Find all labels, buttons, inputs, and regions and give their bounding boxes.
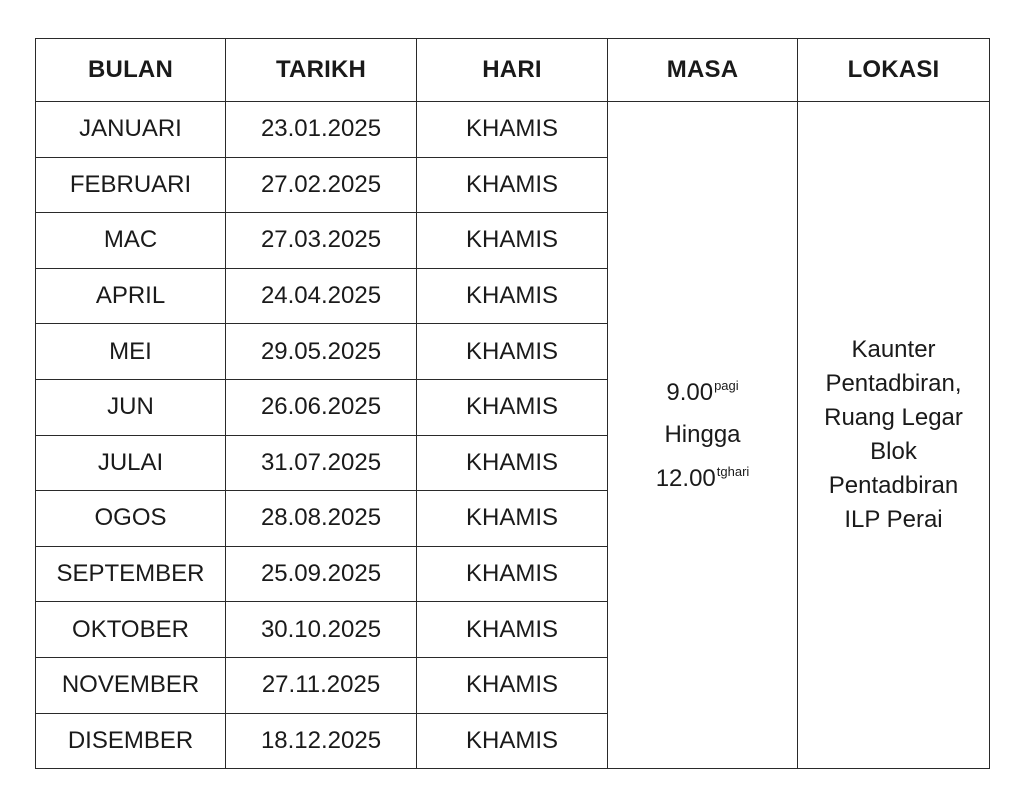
lokasi-line: Pentadbiran xyxy=(828,472,959,500)
cell-hari: KHAMIS xyxy=(417,602,608,658)
cell-hari: KHAMIS xyxy=(417,324,608,380)
cell-tarikh: 24.04.2025 xyxy=(226,268,417,324)
cell-bulan: NOVEMBER xyxy=(36,657,226,713)
cell-hari: KHAMIS xyxy=(417,435,608,491)
masa-start-time: 9.00 xyxy=(666,379,714,407)
cell-tarikh: 30.10.2025 xyxy=(226,602,417,658)
cell-tarikh: 28.08.2025 xyxy=(226,491,417,547)
masa-end-suffix: tghari xyxy=(716,464,750,480)
cell-bulan: FEBRUARI xyxy=(36,157,226,213)
cell-bulan: JULAI xyxy=(36,435,226,491)
cell-tarikh: 29.05.2025 xyxy=(226,324,417,380)
schedule-table xyxy=(35,38,990,769)
cell-hari: KHAMIS xyxy=(417,379,608,435)
cell-bulan: JUN xyxy=(36,379,226,435)
table-row xyxy=(36,102,990,158)
masa-start-suffix: pagi xyxy=(714,378,739,394)
cell-bulan: OKTOBER xyxy=(36,602,226,658)
lokasi-line: ILP Perai xyxy=(844,506,943,534)
masa-cell xyxy=(608,102,798,769)
cell-tarikh: 25.09.2025 xyxy=(226,546,417,602)
masa-end xyxy=(608,465,797,491)
cell-bulan: MAC xyxy=(36,213,226,269)
cell-tarikh: 23.01.2025 xyxy=(226,102,417,158)
cell-tarikh: 18.12.2025 xyxy=(226,713,417,769)
header-lokasi: LOKASI xyxy=(798,39,990,102)
header-bulan: BULAN xyxy=(36,39,226,102)
cell-tarikh: 26.06.2025 xyxy=(226,379,417,435)
lokasi-line: Blok xyxy=(870,438,917,466)
cell-tarikh: 27.03.2025 xyxy=(226,213,417,269)
header-tarikh: TARIKH xyxy=(226,39,417,102)
cell-hari: KHAMIS xyxy=(417,657,608,713)
header-row xyxy=(36,39,990,102)
masa-separator: Hingga xyxy=(664,421,741,449)
cell-hari: KHAMIS xyxy=(417,713,608,769)
cell-bulan: MEI xyxy=(36,324,226,380)
masa-start xyxy=(608,379,797,405)
cell-tarikh: 27.02.2025 xyxy=(226,157,417,213)
lokasi-line: Pentadbiran, xyxy=(825,369,962,397)
lokasi-line: Kaunter xyxy=(851,335,936,363)
header-masa: MASA xyxy=(608,39,798,102)
cell-tarikh: 27.11.2025 xyxy=(226,657,417,713)
cell-hari: KHAMIS xyxy=(417,102,608,158)
cell-bulan: OGOS xyxy=(36,491,226,547)
cell-bulan: SEPTEMBER xyxy=(36,546,226,602)
cell-tarikh: 31.07.2025 xyxy=(226,435,417,491)
cell-hari: KHAMIS xyxy=(417,491,608,547)
cell-bulan: APRIL xyxy=(36,268,226,324)
cell-hari: KHAMIS xyxy=(417,546,608,602)
lokasi-cell xyxy=(798,102,990,769)
header-hari: HARI xyxy=(417,39,608,102)
cell-hari: KHAMIS xyxy=(417,213,608,269)
masa-end-time: 12.00 xyxy=(655,465,716,493)
cell-bulan: JANUARI xyxy=(36,102,226,158)
lokasi-line: Ruang Legar xyxy=(824,403,963,431)
cell-bulan: DISEMBER xyxy=(36,713,226,769)
cell-hari: KHAMIS xyxy=(417,268,608,324)
cell-hari: KHAMIS xyxy=(417,157,608,213)
